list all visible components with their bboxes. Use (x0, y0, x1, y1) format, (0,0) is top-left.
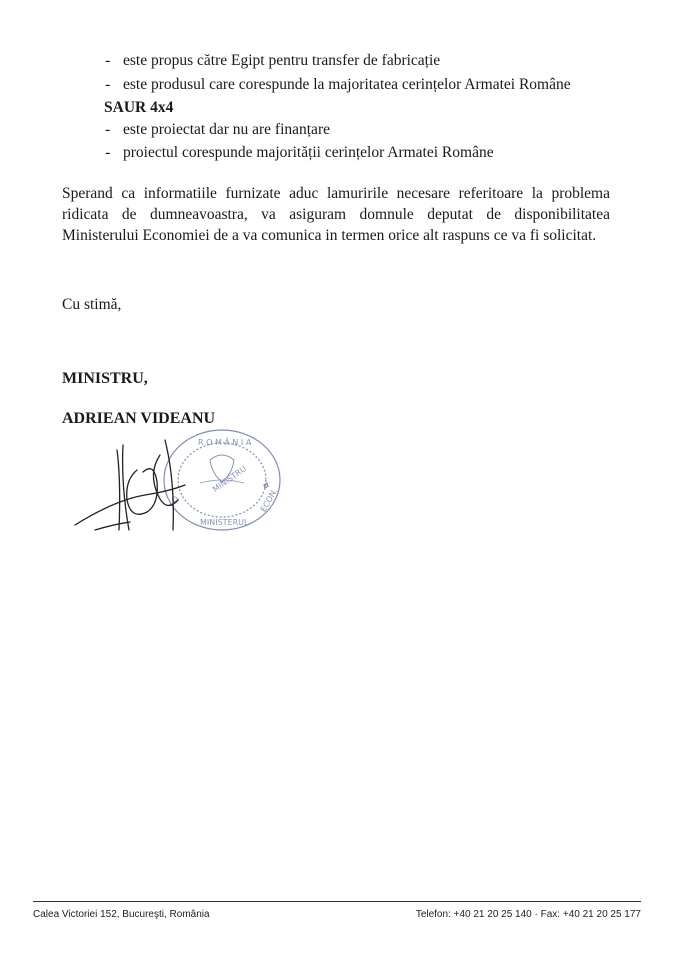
footer-address: Calea Victoriei 152, Bucureşti, România (33, 909, 210, 920)
svg-text:MINISTERUL: MINISTERUL (200, 518, 249, 527)
signatory-title: MINISTRU, (62, 370, 148, 387)
svg-text:ECON.: ECON. (258, 486, 280, 514)
section-heading: SAUR 4x4 (104, 99, 174, 116)
bullet-dash: - (105, 76, 111, 93)
handwritten-signature-icon (65, 430, 205, 540)
body-paragraph: Sperand ca informatiile furnizate aduc lamuririle necesare referitoare la problema ridicata de dumneavoastra, va asiguram domnule deputat de disponibilitatea Ministerului Economiei de a va comunica in termen orice alt raspuns ce va fi solicitat. (62, 185, 610, 244)
bullet-dash: - (105, 52, 111, 69)
list-item: este propus către Egipt pentru transfer de fabricație (123, 52, 441, 69)
svg-text:Ω: Ω (169, 494, 181, 505)
closing-salutation: Cu stimă, (62, 296, 122, 313)
list-item: proiectul corespunde majorității cerințelor Armatei Române (123, 144, 494, 161)
bullet-dash: - (105, 144, 111, 161)
footer-contact: Telefon: +40 21 20 25 140 · Fax: +40 21 20 25 177 (415, 909, 641, 920)
svg-text:R O M Â N I A: R O M Â N I A (198, 438, 252, 447)
footer-divider (33, 901, 641, 902)
svg-text:MINISTRU: MINISTRU (210, 464, 249, 495)
bullet-dash: - (105, 121, 111, 138)
signatory-name: ADRIEAN VIDEANU (62, 410, 216, 427)
list-item: este proiectat dar nu are finanțare (123, 121, 330, 138)
list-item: este produsul care corespunde la majoritatea cerințelor Armatei Române (123, 76, 571, 93)
